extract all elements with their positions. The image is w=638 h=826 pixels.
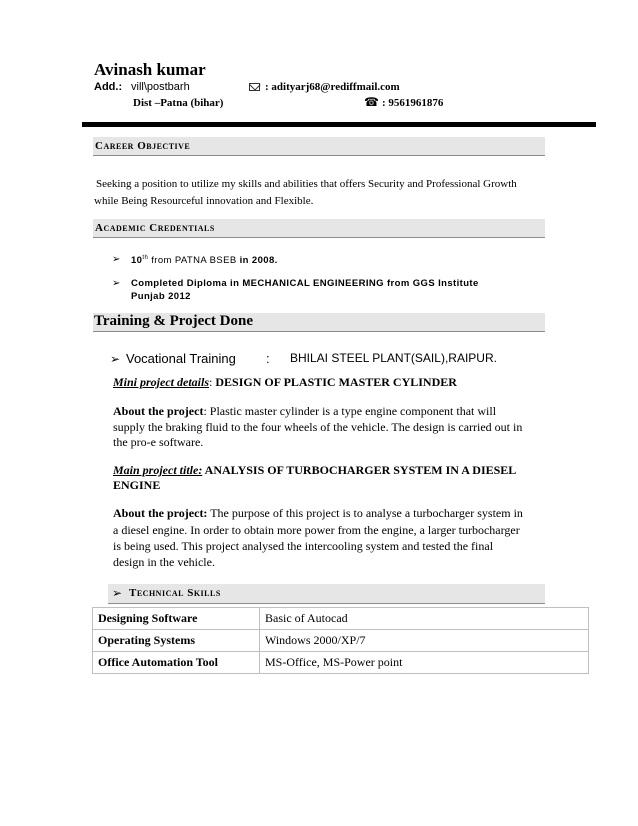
address-label: Add.: <box>94 81 123 93</box>
skill-key: Designing Software <box>93 608 260 630</box>
about-project-1-line-2: supply the braking fluid to the four wheels of the vehicle. The design is carried out in <box>113 420 523 434</box>
about-project-2-line-2: a diesel engine. In order to obtain more power from the engine, a larger turbocharger <box>113 523 520 537</box>
phone-icon: ☎ <box>364 95 379 109</box>
table-row <box>93 630 589 652</box>
candidate-name: Avinash kumar <box>94 60 206 79</box>
academic-item-1: 10th from PATNA BSEB in 2008. <box>131 255 278 267</box>
bullet-icon: ➢ <box>112 254 121 265</box>
main-project-line-2: ENGINE <box>113 478 161 492</box>
mail-icon <box>249 83 260 91</box>
about-project-2-line-1: About the project: The purpose of this project is to analyse a turbocharger system in <box>113 506 523 520</box>
training-item-value: BHILAI STEEL PLANT(SAIL),RAIPUR. <box>290 351 497 365</box>
academic-title: Academic Credentials <box>95 222 215 234</box>
training-item-label: Vocational Training <box>126 351 236 366</box>
about-project-2-line-3: is being used. This project analysed the intercooling system and tested the final <box>113 539 494 553</box>
main-project: Main project title: ANALYSIS OF TURBOCHARGER SYSTEM IN A DIESEL <box>113 463 517 477</box>
mini-project: Mini project details: DESIGN OF PLASTIC MASTER CYLINDER <box>113 375 457 389</box>
skill-key: Operating Systems <box>93 630 260 652</box>
table-row <box>93 652 589 674</box>
bullet-icon: ➢ <box>110 352 121 366</box>
skill-value: MS-Office, MS-Power point <box>260 652 589 674</box>
career-objective-title: Career Objective <box>95 140 191 152</box>
table-row <box>93 608 589 630</box>
about-project-2-line-4: design in the vehicle. <box>113 555 215 569</box>
phone-number: : 9561961876 <box>382 97 444 109</box>
header-divider <box>82 122 596 127</box>
bullet-icon: ➢ <box>112 586 123 600</box>
district: Dist –Patna (bihar) <box>133 97 224 109</box>
career-objective-text-1: Seeking a position to utilize my skills and abilities that offers Security and Professional Growth <box>96 178 517 190</box>
training-title: Training & Project Done <box>94 313 254 329</box>
about-project-1-line-3: the pro-e software. <box>113 435 204 449</box>
address-value: vill\postbarh <box>131 81 190 93</box>
training-item-colon: : <box>266 351 270 366</box>
skills-table <box>92 607 589 674</box>
skill-key: Office Automation Tool <box>93 652 260 674</box>
email: : adityarj68@rediffmail.com <box>265 81 400 93</box>
about-project-1-line-1: About the project: Plastic master cylinder is a type engine component that will <box>113 404 497 418</box>
skill-value: Windows 2000/XP/7 <box>260 630 589 652</box>
academic-item-2-line-2: Punjab 2012 <box>131 291 191 302</box>
career-objective-text-2: while Being Resourceful innovation and Flexible. <box>94 195 314 207</box>
academic-item-2-line-1: Completed Diploma in MECHANICAL ENGINEERING from GGS Institute <box>131 278 479 289</box>
skill-value: Basic of Autocad <box>260 608 589 630</box>
bullet-icon: ➢ <box>112 278 121 289</box>
technical-title: Technical Skills <box>129 587 221 599</box>
